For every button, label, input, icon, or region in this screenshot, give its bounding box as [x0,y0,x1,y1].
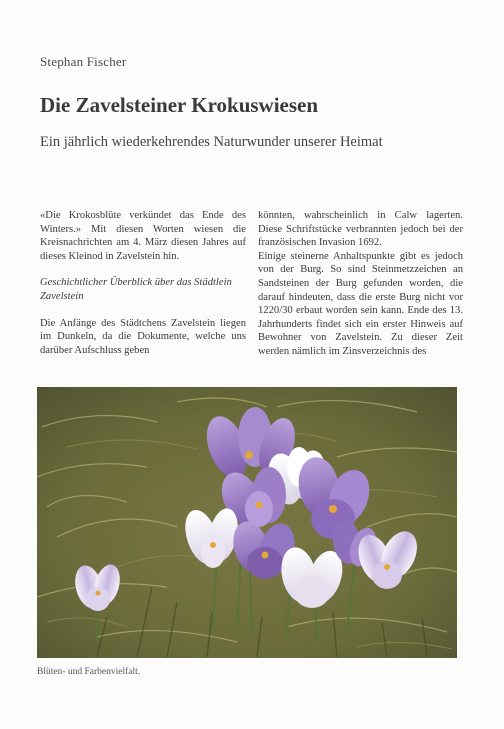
section-heading: Geschichtlicher Überblick über das Städtlein Zavelstein [40,277,232,302]
article-subtitle: Ein jährlich wiederkehrendes Naturwunder unserer Heimat [40,134,383,150]
body-paragraph: Die Anfänge des Städtchens Zavelstein liegen im Dunkeln, da die Dokumente, welche uns darüber Aufschluss geben [40,317,246,356]
text-column-left [40,209,246,357]
article-title: Die Zavelsteiner Krokuswiesen [40,93,319,117]
body-paragraph-continued: könnten, wahrscheinlich in Calw lagerten. Diese Schriftstücke verbrannten jedoch bei der französischen Invasion 1692. [258,210,463,249]
author-name: Stephan Fischer [40,54,127,69]
crocus-photo [37,387,457,658]
crocus-meadow-illustration [37,387,457,658]
photo-caption: Blüten- und Farbenvielfalt. [37,667,141,677]
body-paragraph-castle: Einige steinerne Anhaltspunkte gibt es jedoch von der Burg. So sind Steinmetzzeichen an Sandsteinen der Burg gefunden worden, die darauf hindeuten, dass die erste Burg nicht vor 1220/30 erbaut worden sein kann. Ende des 13. Jahrhunderts findet sich ein erster Hinweis auf Bewohner von Zavelstein. Zu dieser Zeit werden nämlich im Zinsverzeichnis des [258,250,463,357]
intro-paragraph: «Die Krokosblüte verkündet das Ende des Winters.» Mit diesen Worten wiesen die Kreisnachrichten am 4. März diesen Jahres auf dieses Kleinod in Zavelstein hin. [40,210,246,262]
text-column-right [258,209,463,359]
